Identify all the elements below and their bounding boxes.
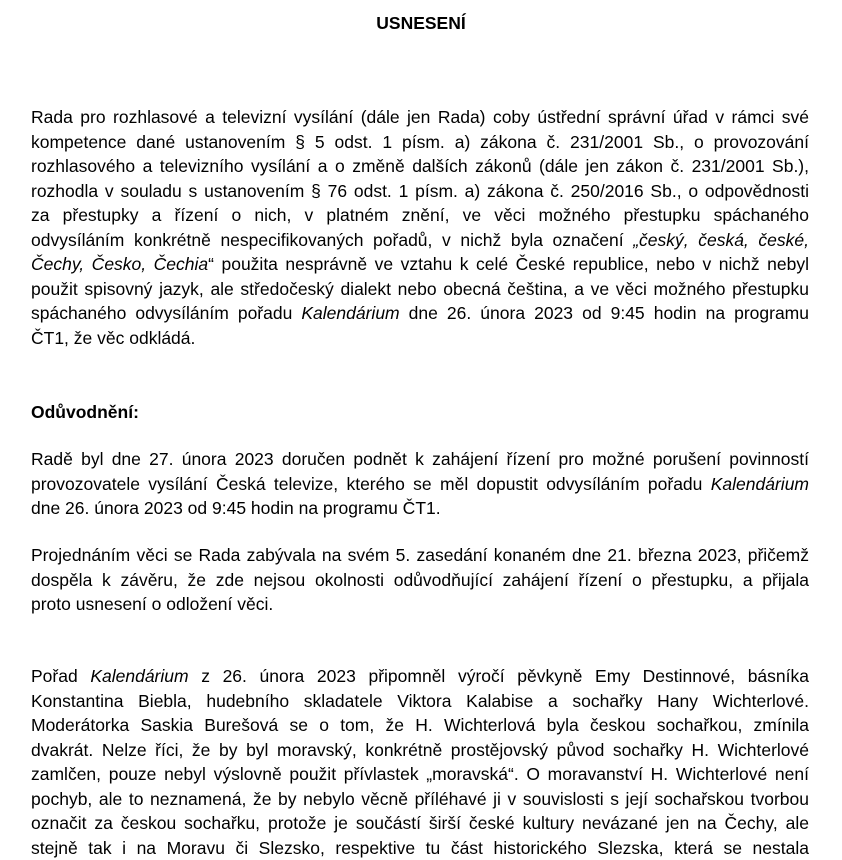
text-line: Konstantina Biebla, hudebního skladatele Viktora Kalabise a sochařky Hany Wichterlové. [31, 690, 809, 711]
reasoning-paragraph-2 [31, 543, 809, 617]
text-line [31, 301, 809, 326]
document-title: USNESENÍ [376, 13, 466, 33]
text-segment: provozovatele vysílání Česká televize, kterého se měl dopustit odvysíláním pořadu [31, 473, 711, 494]
text-line: zamlčen, pouze nebyl výslovně použit přívlastek „moravská“. O moravanství H. Wichterlové není [31, 764, 809, 784]
text-segment: spáchaného odvysíláním pořadu [31, 303, 302, 323]
text-line [31, 664, 809, 689]
text-line: dospěla k závěru, že zde nejsou okolnosti odůvodňující zahájení řízení o přestupku, a přijala [31, 569, 809, 590]
text-line: Projednáním věci se Rada zabývala na svém 5. zasedání konaném dne 21. března 2023, přičemž [31, 545, 809, 565]
text-line: Radě byl dne 27. února 2023 doručen podnět k zahájení řízení pro možné porušení povinností [31, 449, 809, 469]
text-line: rozhodla v souladu s ustanovením § 76 odst. 1 písm. a) zákona č. 250/2016 Sb., o odpovědnosti [31, 180, 809, 201]
italic-text: „český, česká, české, [633, 229, 809, 250]
text-line: Rada pro rozhlasové a televizní vysílání (dále jen Rada) coby ústřední správní úřad v rámci své [31, 107, 809, 127]
text-line: ČT1, že věc odkládá. [31, 327, 196, 348]
text-line: dvakrát. Nelze říci, že by byl moravský, konkrétně prostějovský původ sochařky H. Wichterlové [31, 739, 809, 760]
text-line [31, 252, 809, 277]
text-line: rozhlasového a televizního vysílání a o změně dalších zákonů (dále jen zákon č. 231/2001 Sb.), [31, 156, 809, 176]
text-line: za přestupky a řízení o nich, v platném znění, ve věci možného přestupku spáchaného [31, 205, 809, 225]
reasoning-paragraph-1 [31, 447, 809, 521]
text-line: Moderátorka Saskia Burešová se o tom, že H. Wichterlová byla českou sochařkou, zmínila [31, 715, 809, 735]
text-line [31, 472, 809, 497]
italic-text: Kalendárium [710, 473, 809, 494]
text-line: proto usnesení o odložení věci. [31, 594, 274, 614]
text-line [31, 228, 809, 253]
text-line: kompetence dané ustanovením § 5 odst. 1 písm. a) zákona č. 231/2001 Sb., o provozování [31, 131, 809, 152]
reasoning-paragraph-3 [31, 664, 809, 860]
italic-text: Čechy, Česko, Čechia [31, 254, 209, 274]
italic-text: Kalendárium [301, 303, 400, 323]
text-line: použit spisovný jazyk, ale středočeský dialekt nebo obecná čeština, a ve věci možného přestupku [31, 278, 809, 299]
text-segment: dne 26. února 2023 od 9:45 hodin na programu [399, 303, 809, 323]
text-line: stejně tak i na Moravu či Slezsko, respektive tu část historického Slezska, která se nestala [31, 837, 809, 858]
text-segment: “ použita nesprávně ve vztahu k celé České republice, nebo v nichž nebyl [208, 254, 809, 274]
text-line: označit za českou sochařku, protože je součástí širší české kultury nevázané jen na Čechy, ale [31, 813, 809, 833]
italic-text: Kalendárium [90, 666, 189, 686]
text-line: dne 26. února 2023 od 9:45 hodin na programu ČT1. [31, 498, 441, 518]
text-segment: z 26. února 2023 připomněl výročí pěvkyně Emy Destinnové, básníka [188, 666, 809, 686]
resolution-paragraph [31, 105, 809, 350]
text-segment: Pořad [31, 666, 91, 686]
section-heading: Odůvodnění: [31, 402, 139, 422]
text-segment: odvysíláním konkrétně nespecifikovaných pořadů, v nichž byla označení [31, 229, 634, 250]
text-line: pochyb, ale to neznamená, že by nebylo věcně příléhavé ji v souvislosti s její sochařskou tvorbou [31, 788, 809, 809]
